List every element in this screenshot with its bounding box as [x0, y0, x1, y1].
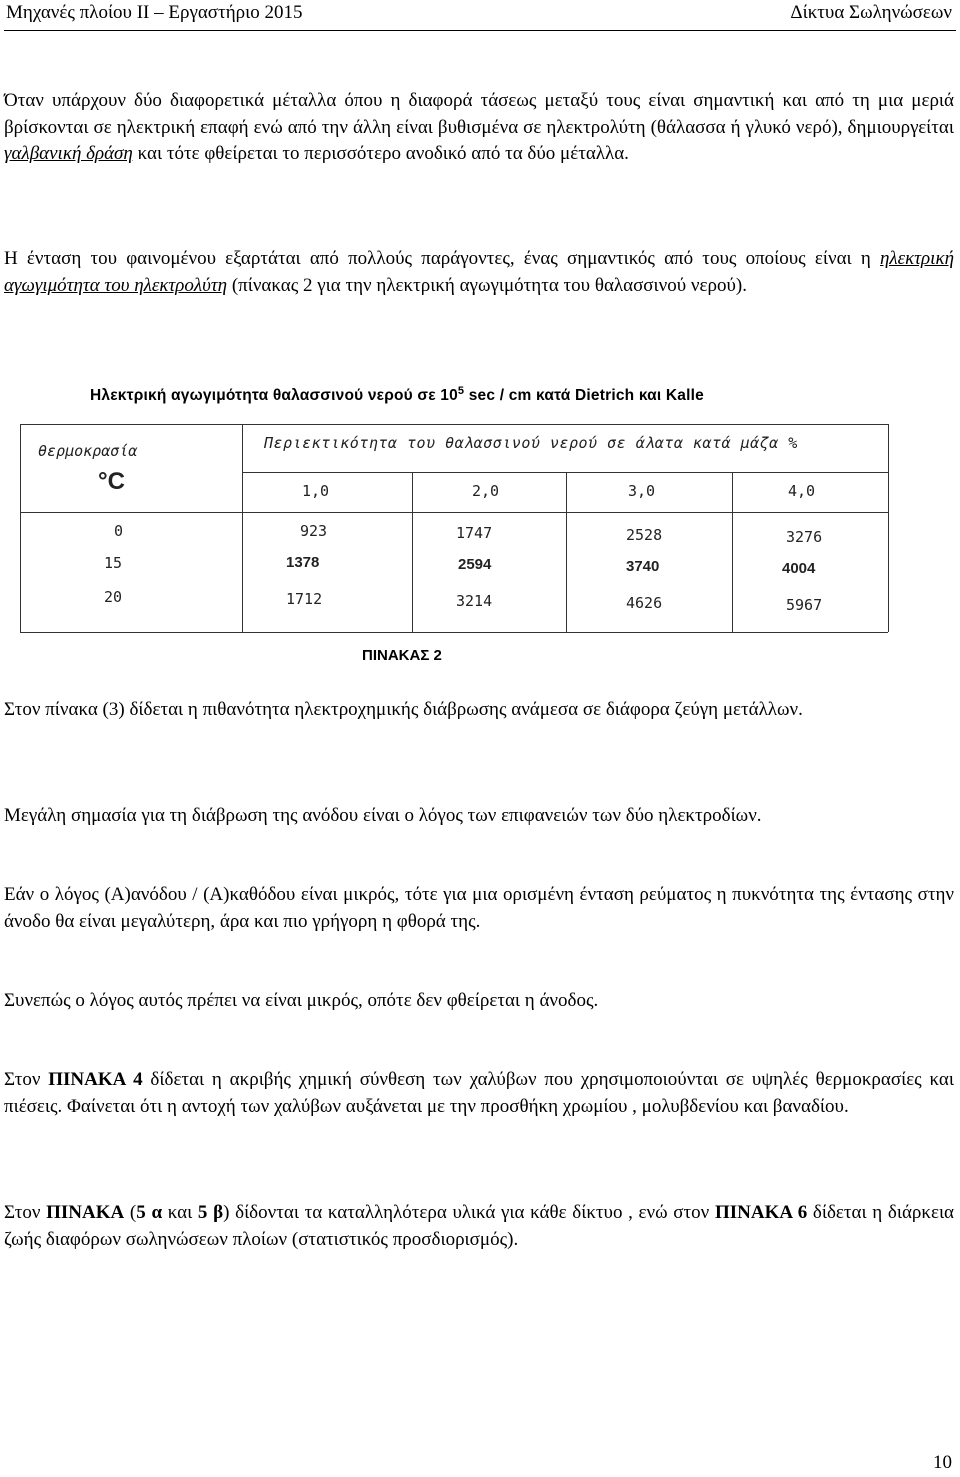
- paragraph-anode-ratio: Εάν ο λόγος (Α)ανόδου / (Α)καθόδου είναι μικρός, τότε για μια ορισμένη ένταση ρεύματος η πυκνότητα της έντασης στην άνοδο θα είναι μεγαλύτερη, άρα και πιο γρήγορη η φθορά της.: [4, 884, 954, 932]
- table-cell: 4004: [782, 560, 816, 577]
- p7-bold: ΠΙΝΑΚΑ 4: [48, 1069, 143, 1090]
- table-right-border: [888, 424, 889, 632]
- table-cell: 4626: [626, 594, 663, 612]
- p1-emphasis: γαλβανική δράση: [4, 143, 133, 164]
- header-left-title: Μηχανές πλοίου ΙΙ – Εργαστήριο 2015: [6, 2, 303, 23]
- table-top-border: [20, 424, 888, 425]
- p8-text: Στον: [4, 1202, 47, 1223]
- header-right-title: Δίκτυα Σωληνώσεων: [790, 2, 952, 23]
- temperature-unit: °C: [98, 468, 125, 495]
- table-cell: 1747: [456, 524, 493, 542]
- table-col-divider: [732, 472, 733, 632]
- figure-title-pre: Ηλεκτρική αγωγιμότητα θαλασσινού νερού σε 10: [90, 387, 458, 405]
- table-col-divider: [242, 424, 243, 632]
- p7-text-end: δίδεται η ακριβής χημική σύνθεση των χαλύβων που χρησιμοποιούνται σε υψηλές θερμοκρασίες και πιέσεις. Φαίνεται ότι η αντοχή των χαλύβων αυξάνεται με την προσθήκη χρωμίου , μολυβδενίου και βαναδίου.: [4, 1069, 954, 1117]
- table-cell: 3214: [456, 592, 493, 610]
- salinity-value: 4,0: [788, 482, 816, 500]
- temperature-header: θερμοκρασία: [38, 442, 138, 460]
- p7-text: Στον: [4, 1069, 49, 1090]
- table-cell: 5967: [786, 596, 823, 614]
- p8-bold: 5 α: [136, 1202, 163, 1223]
- salinity-header: Περιεκτικότητα του θαλασσινού νερού σε άλατα κατά μάζα %: [264, 434, 798, 452]
- p8-text: ) δίδονται τα καταλληλότερα υλικά για κάθε δίκτυο , ενώ στον: [223, 1202, 715, 1223]
- paragraph-conclusion: Συνεπώς ο λόγος αυτός πρέπει να είναι μικρός, οπότε δεν φθείρεται η άνοδος.: [4, 990, 599, 1011]
- temperature-value: 0: [114, 522, 124, 540]
- p8-text: και: [162, 1202, 198, 1223]
- table-cell: 1712: [286, 590, 323, 608]
- paragraph-table4: [4, 1067, 954, 1120]
- table-head-body-divider: [20, 512, 888, 513]
- p1-text-end: και τότε φθείρεται το περισσότερο ανοδικό από τα δύο μέταλλα.: [132, 143, 629, 164]
- table-col-divider: [412, 472, 413, 632]
- figure-caption: ΠΙΝΑΚΑΣ 2: [362, 647, 442, 664]
- p8-bold: 5 β: [197, 1202, 224, 1223]
- figure-title-sup: 5: [457, 385, 465, 397]
- p2-text-end: (πίνακας 2 για την ηλεκτρική αγωγιμότητα του θαλασσινού νερού).: [227, 274, 747, 296]
- table-cell: 3740: [626, 558, 660, 575]
- paragraph-table3: Στον πίνακα (3) δίδεται η πιθανότητα ηλεκτροχημικής διάβρωσης ανάμεσα σε διάφορα ζεύγη μετάλλων.: [4, 699, 803, 720]
- table-cell: 2528: [626, 526, 663, 544]
- p8-text: (: [124, 1202, 137, 1223]
- p1-text: Όταν υπάρχουν δύο διαφορετικά μέταλλα όπου η διαφορά τάσεως μεταξύ τους είναι σημαντική και από τη μια μεριά βρίσκονται σε ηλεκτρική επαφή ενώ από την άλλη είναι βυθισμένα σε ηλεκτρολύτη (θάλασσα ή γλυκό νερό), δημιουργείται: [4, 90, 954, 138]
- paragraph-galvanic: [4, 88, 954, 168]
- p2-emphasis: ηλεκτρική αγωγιμότητα του ηλεκτρολύτη: [4, 248, 954, 296]
- salinity-value: 3,0: [628, 482, 656, 500]
- table-header-divider: [242, 472, 888, 473]
- p2-text: Η ένταση του φαινομένου εξαρτάται από πολλούς παράγοντες, ένας σημαντικός από τους οποίους είναι η: [4, 248, 880, 269]
- salinity-value: 1,0: [302, 482, 330, 500]
- table-cell: 2594: [458, 556, 492, 573]
- conductivity-table: [20, 424, 888, 632]
- table-cell: 3276: [786, 528, 823, 546]
- salinity-value: 2,0: [472, 482, 500, 500]
- table-col-divider: [566, 472, 567, 632]
- table-cell: 923: [300, 522, 328, 540]
- temperature-value: 15: [104, 554, 123, 572]
- figure-title-post: sec / cm κατά Dietrich και Kalle: [464, 387, 704, 405]
- p8-text-end: δίδεται η διάρκεια ζωής διαφόρων σωληνώσεων πλοίων (στατιστικός προσδιορισμός).: [4, 1202, 955, 1250]
- paragraph-surface-ratio: Μεγάλη σημασία για τη διάβρωση της ανόδου είναι ο λόγος των επιφανειών των δύο ηλεκτροδίων.: [4, 805, 762, 826]
- p8-bold: ΠΙΝΑΚΑ 6: [714, 1202, 808, 1223]
- temperature-value: 20: [104, 588, 123, 606]
- table-left-border: [20, 424, 21, 632]
- figure-title: [90, 385, 704, 405]
- page-number: 10: [933, 1452, 952, 1473]
- paragraph-conductivity: [4, 246, 954, 299]
- header-rule: [4, 30, 956, 31]
- table-cell: 1378: [286, 554, 320, 571]
- paragraph-table5-6: [4, 1200, 954, 1253]
- table-bottom-border: [20, 632, 888, 633]
- p8-bold: ΠΙΝΑΚΑ: [46, 1202, 125, 1223]
